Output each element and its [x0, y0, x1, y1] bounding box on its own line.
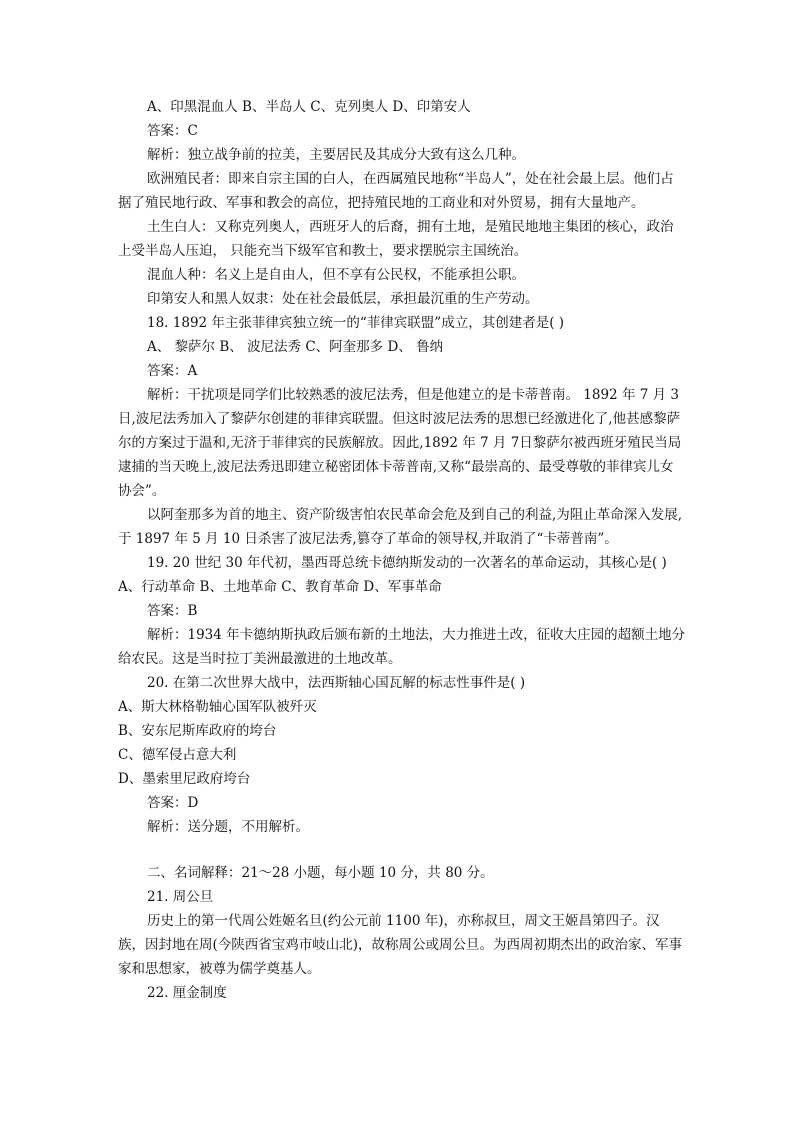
q21-term: 21. 周公旦 [147, 889, 214, 905]
q20-analysis: 解析：送分题，不用解析。 [147, 819, 309, 835]
section-2-heading: 二、名词解释：21～28 小题，每小题 10 分，共 80 分。 [147, 865, 494, 881]
q18-options: A、 黎萨尔 B、 波尼法秀 C、阿奎那多 D、 鲁纳 [147, 339, 444, 355]
q17-analysis-5: 印第安人和黑人奴隶：处在社会最低层，承担最沉重的生产劳动。 [147, 291, 539, 307]
q19-answer: 答案：B [147, 603, 198, 619]
q17-analysis-2: 欧洲殖民者：即来自宗主国的白人，在西属殖民地称“半岛人”，处在社会最上层。他们占据了殖民地行政、军事和教会的高位，把持殖民地的工商业和对外贸易，拥有大量地产。 [118, 171, 674, 211]
q20-option-d: D、墨索里尼政府垮台 [118, 771, 251, 787]
q19-analysis: 解析：1934 年卡德纳斯执政后颁布新的土地法，大力推进土改，征收大庄园的超额土地分给农民。这是当时拉丁美洲最激进的土地改革。 [118, 627, 686, 667]
q17-analysis-3: 土生白人：又称克列奥人，西班牙人的后裔，拥有土地，是殖民地地主集团的核心，政治上受半岛人压迫， 只能充当下级军官和教士，要求摆脱宗主国统治。 [118, 219, 674, 259]
q20-question: 20. 在第二次世界大战中，法西斯轴心国瓦解的标志性事件是( ) [147, 675, 526, 691]
q17-analysis-1: 解析：独立战争前的拉美，主要居民及其成分大致有这么几种。 [147, 147, 525, 163]
q18-analysis-1: 解析：干扰项是同学们比较熟悉的波尼法秀，但是他建立的是卡蒂普南。 1892 年 7 月 3日,波尼法秀加入了黎萨尔创建的菲律宾联盟。但这时波尼法秀的思想已经激进化了,他甚感黎萨尔的方案过于温和,无济于菲律宾的民族解放。因此,1892 年 7 月 7日黎萨尔被西班牙殖民当局逮捕的当天晚上,波尼法秀迅即建立秘密团体卡蒂普南,又称“最崇高的、最受尊敬的菲律宾儿女协会”。 [118, 387, 682, 499]
section-spacer [118, 839, 686, 861]
q22-term: 22. 厘金制度 [147, 985, 227, 1001]
q17-options: A、印黑混血人 B、半岛人 C、克列奥人 D、印第安人 [147, 99, 471, 115]
q20-option-c: C、德军侵占意大利 [118, 747, 237, 763]
q20-option-b: B、安东尼斯库政府的垮台 [118, 723, 277, 739]
q19-question: 19. 20 世纪 30 年代初，墨西哥总统卡德纳斯发动的一次著名的革命运动，其核心是( ) [147, 555, 667, 571]
document-body [118, 95, 686, 1005]
q19-options: A、行动革命 B、土地革命 C、教育革命 D、军事革命 [118, 579, 442, 595]
q17-answer: 答案：C [147, 123, 198, 139]
q20-option-a: A、斯大林格勒轴心国军队被歼灭 [118, 699, 317, 715]
q20-answer: 答案：D [147, 795, 199, 811]
q18-analysis-2: 以阿奎那多为首的地主、资产阶级害怕农民革命会危及到自己的利益,为阻止革命深入发展,于 1897 年 5 月 10 日杀害了波尼法秀,篡夺了革命的领导权,并取消了“卡蒂普南”。 [118, 507, 683, 547]
q17-analysis-4: 混血人种：名义上是自由人，但不享有公民权，不能承担公职。 [147, 267, 525, 283]
q21-explanation: 历史上的第一代周公姓姬名旦(约公元前 1100 年)，亦称叔旦，周文王姬昌第四子。汉族，因封地在周(今陕西省宝鸡市岐山北)，故称周公或周公旦。为西周初期杰出的政治家、军事家和思想家，被尊为儒学奠基人。 [118, 913, 683, 977]
q18-question: 18. 1892 年主张菲律宾独立统一的“菲律宾联盟”成立，其创建者是( ) [147, 315, 565, 331]
q18-answer: 答案：A [147, 363, 198, 379]
